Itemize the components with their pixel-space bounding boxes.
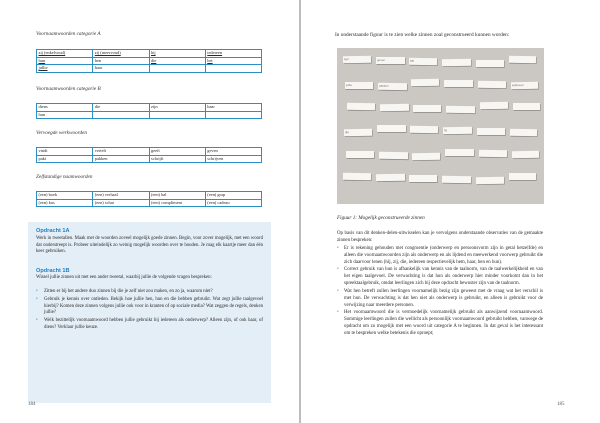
list-item-text: Er is rekening gehouden met congruentie (onderwerp en persoonsvorm zijn in getal hetzelfde) en alleen die voornaamwoorden zijn als onderwerp en als lijdend en meewerkend voorwerp gebruikt die zich daarvoor lenen (hij, zij, die, iedereen respectievelijk hem, haar, hen en hun).: [344, 245, 543, 265]
table-cell: schrijft: [149, 155, 205, 163]
word-card: iedereen: [511, 82, 538, 89]
table-cell: hun: [37, 111, 93, 119]
word-card: [479, 150, 507, 157]
table-cell: vertelt: [93, 148, 149, 156]
table-cell: (een) cadeau: [205, 199, 261, 207]
list-item-text: Welk bezittelijk voornaamwoord hebben jullie gebruikt bij iedereen als onderwerp? Alleen zijn, of ook haar, of diens? Verklaar jullie keuze.: [44, 318, 263, 330]
word-card: geven: [376, 57, 405, 64]
table-cell: (een) bal: [149, 192, 205, 200]
bullet-icon: •: [337, 267, 339, 273]
opdracht-1b-title: Opdracht 1B: [36, 268, 70, 274]
word-table-category-a: [36, 49, 262, 73]
word-card: [410, 126, 438, 133]
word-card: [446, 106, 475, 114]
word-table-nouns: [36, 191, 262, 207]
table-cell: [205, 111, 261, 119]
table-cell: (een) compliment: [149, 199, 205, 207]
list-item-text: Correct gebruik van hun is afhankelijk van kennis van de taalnorm, van de taalwerkelijkheid en van het eigen taalgevoel. De verwachting is dat hun als onderwerp hier minder voorkomt dan in het spreektaalgebruik, omdat leerlingen zich bij deze opdracht bewuster zijn van de taalnorm.: [344, 267, 543, 287]
word-card: [409, 175, 437, 182]
list-item-text: Het voornaamwoord die is vermoedelijk voornamelijk gebruikt als aanwijzend voornaamwoord. Sommige leerlingen zullen die wellicht als persoonlijk voornaamwoord gebruikt hebben, vanwege de opdracht om zo mogelijk met een woord uit categorie A te beginnen. In dat geval is het interessant om te bespreken welke betekenis die oproept;: [344, 310, 543, 337]
observations-text: [337, 231, 543, 339]
table-cell: haar: [93, 65, 149, 73]
section-heading-verbs: Vervoegde werkwoorden: [36, 130, 87, 136]
table-cell: hen: [93, 57, 149, 65]
section-heading-category-a: Voornaamwoorden categorie A: [36, 31, 101, 37]
table-cell: iedereen: [205, 50, 261, 58]
word-card: [346, 151, 374, 158]
table-cell: [205, 65, 261, 73]
word-card: [444, 80, 473, 87]
word-card: bal: [409, 58, 437, 65]
list-item: [36, 297, 263, 317]
table-cell: hun: [37, 57, 93, 65]
word-card: [512, 151, 539, 158]
observations-list: [337, 246, 543, 338]
table-cell: zijn: [149, 104, 205, 112]
table-cell: [149, 111, 205, 119]
table-cell: jullie: [37, 65, 93, 73]
figure-caption: Figuur 1: Mogelijk geconstrueerde zinnen: [337, 215, 425, 221]
table-cell: (een) grap: [205, 192, 261, 200]
page-number-left: 184: [28, 402, 36, 407]
list-item: [337, 246, 543, 267]
bullet-icon: •: [36, 318, 38, 324]
observations-intro: Op basis van dit denken-delen-uitwisselen kan je vervolgens onderstaande observaties van de gemaakte zinnen bespreken:: [337, 231, 543, 243]
table-cell: (een) boek: [37, 192, 93, 200]
word-card: [478, 81, 506, 88]
word-table-verbs: [36, 147, 262, 163]
section-heading-nouns: Zelfstandige naamwoorden: [36, 174, 93, 180]
list-item: [337, 289, 543, 310]
table-cell: diens: [37, 104, 93, 112]
word-card: [379, 152, 408, 160]
word-card: [442, 176, 471, 184]
table-cell: pakt: [37, 155, 93, 163]
word-card: hen: [343, 56, 371, 63]
assignment-box: [28, 222, 271, 403]
figure-intro-text: In onderstaande figuur is te zien welke zinnen zoal geconstrueerd kunnen worden:: [335, 32, 510, 38]
list-item-text: Zitten er bij het andere duo zinnen bij die je zelf niet zou maken, en zo ja, waarom niet?: [44, 289, 213, 294]
word-cards-photo: [337, 48, 544, 204]
word-card: [413, 105, 441, 112]
table-cell: zij (enkelvoud): [37, 50, 93, 58]
list-item: [36, 289, 263, 296]
opdracht-1b-text: Wissel jullie zinnen uit met een ander tweetal, waarbij jullie de volgende vragen bespreken:: [36, 275, 212, 280]
table-cell: [93, 111, 149, 119]
bullet-icon: •: [337, 245, 339, 251]
list-item: [337, 310, 543, 338]
word-card: [477, 128, 505, 135]
list-item: [36, 318, 263, 331]
bullet-icon: •: [36, 297, 38, 303]
word-card: [343, 173, 371, 180]
word-table-category-b: [36, 103, 262, 119]
table-cell: schrijven: [205, 155, 261, 163]
table-cell: zij (meervoud): [93, 50, 149, 58]
word-card: jullie: [345, 82, 373, 89]
list-item: [337, 267, 543, 288]
table-cell: (een) verhaal: [93, 192, 149, 200]
word-card: [510, 129, 537, 136]
list-item-text: Gebruik je kennis over ontleden. Bekijk hoe jullie hen, hun en die hebben gebruikt. Wat zegt jullie taalgevoel hierbij? Komen deze zinnen volgens jullie ook voor in kranten of op sociale media? Wat zeggen de regels, denken jullie?: [44, 297, 263, 316]
left-page: [0, 0, 299, 423]
opdracht-1a-title: Opdracht 1A: [36, 228, 70, 234]
table-cell: (een) kus: [37, 199, 93, 207]
word-card: [377, 125, 406, 132]
bullet-icon: •: [337, 288, 339, 294]
table-cell: die: [149, 57, 205, 65]
word-card: [445, 149, 474, 156]
table-cell: pakken: [93, 155, 149, 163]
word-card: [476, 60, 504, 67]
word-card: [412, 153, 440, 160]
discussion-questions-list: [36, 289, 263, 333]
word-card: [476, 177, 504, 184]
list-item-text: Wat hen betreft zullen leerlingen voornamelijk bezig zijn geweest met de vraag wat het verschil is met hun. De verwachting is dat hen niet als onderwerp is gebruikt, en alleen is gebruikt voor de verwijzing naar meerdere personen.: [344, 288, 543, 308]
word-card: [509, 56, 536, 63]
word-card: [347, 103, 375, 110]
word-card: pakken: [378, 83, 407, 91]
page-number-right: 185: [557, 402, 565, 407]
table-cell: het: [205, 57, 261, 65]
section-heading-category-b: Voornaamwoorden categorie B: [36, 86, 101, 92]
table-cell: geeft: [149, 148, 205, 156]
table-cell: vindt: [37, 148, 93, 156]
word-card: [380, 104, 409, 112]
table-cell: haar: [205, 104, 261, 112]
table-cell: hij: [149, 50, 205, 58]
word-card: [480, 102, 508, 109]
table-cell: die: [93, 104, 149, 112]
word-card: [442, 59, 471, 67]
table-cell: geven: [205, 148, 261, 156]
word-card: die: [344, 129, 372, 136]
word-card: [509, 173, 536, 180]
word-card: [376, 174, 405, 182]
bullet-icon: •: [36, 289, 38, 294]
word-card: [513, 103, 540, 110]
table-cell: (een) schat: [93, 199, 149, 207]
opdracht-1a-text: Werk in tweetallen. Maak met de woorden zoveel mogelijk goede zinnen. Begin, voor zover mogelijk, met een woord dat onderstreept is. Probeer uiteindelijk zo weinig mogelijk woorden over te houden. Je mag elk kaartje meer dan één keer gebruiken.: [36, 236, 263, 255]
word-card: [411, 79, 439, 86]
word-card: hij: [443, 127, 472, 135]
bullet-icon: •: [337, 310, 339, 316]
table-cell: [149, 65, 205, 73]
